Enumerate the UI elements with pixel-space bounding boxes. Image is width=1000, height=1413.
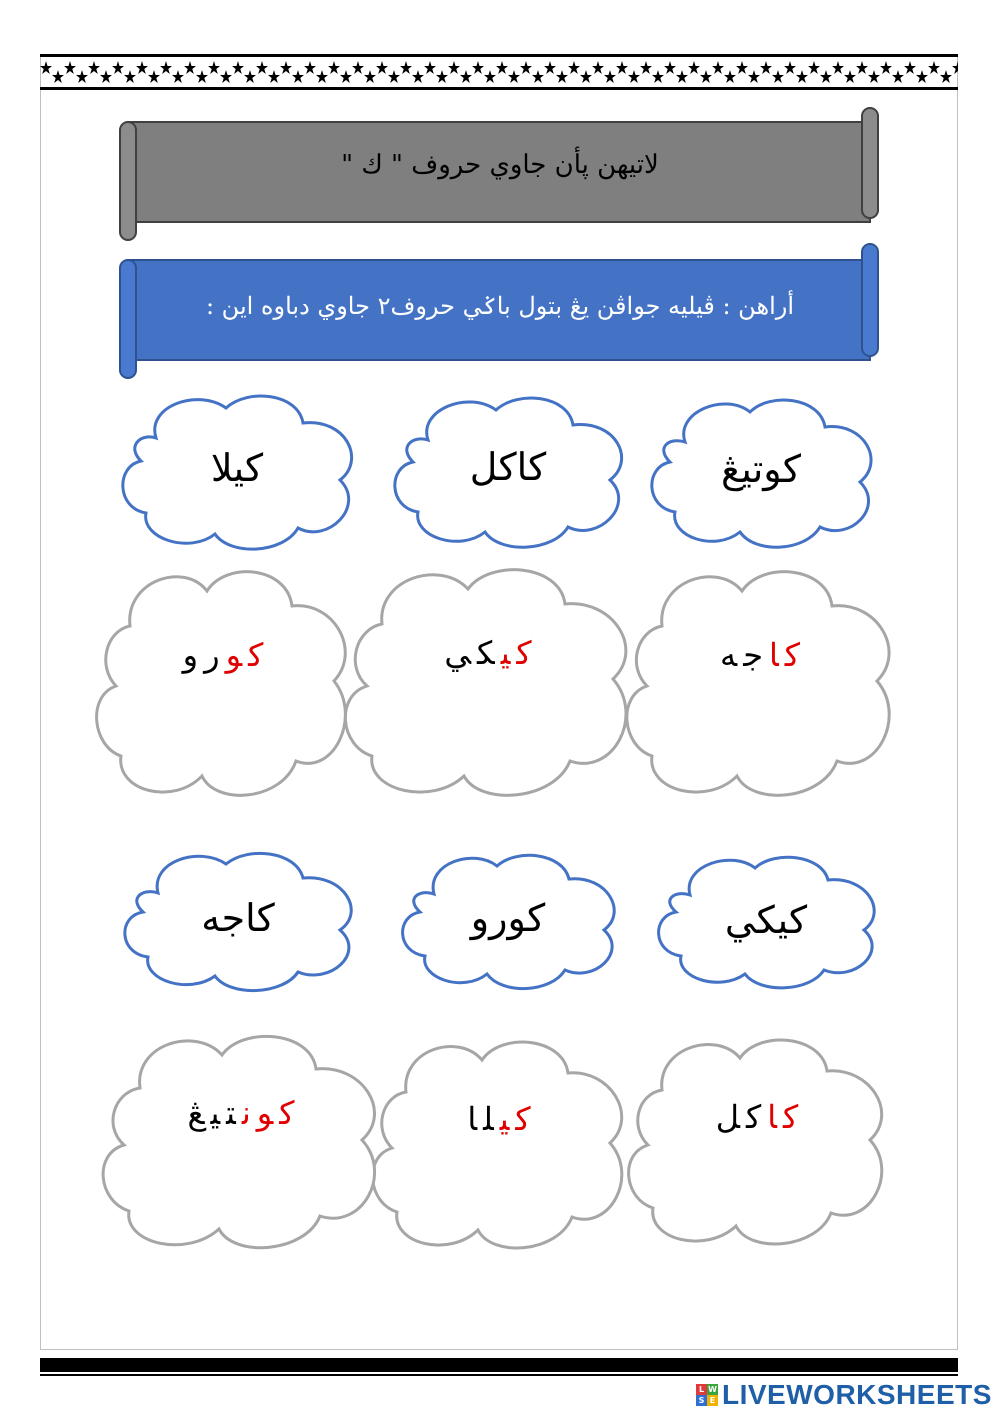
- letter-highlighted: ن: [241, 1094, 251, 1132]
- word-cloud[interactable]: [116, 388, 358, 556]
- letter: ه: [720, 636, 738, 674]
- letter-highlighted: ك: [279, 1094, 295, 1132]
- letters-group: [624, 1098, 890, 1136]
- word-label: كوتيڠ: [721, 447, 801, 491]
- letter-highlighted: ا: [768, 636, 779, 674]
- word-label: كاجه: [201, 896, 275, 940]
- letter: ك: [746, 1098, 762, 1136]
- bottom-border-thin: [40, 1374, 958, 1376]
- page-title: لاتيهن ڽأن جاوي حروف " ك ": [341, 150, 659, 180]
- letters-group: [368, 1100, 630, 1138]
- title-scroll: [118, 104, 882, 242]
- star-border: [40, 54, 958, 90]
- bottom-border: [40, 1358, 958, 1372]
- word-label: كيلا: [210, 446, 264, 490]
- letters-cloud[interactable]: [98, 1022, 384, 1258]
- letter-highlighted: ك: [248, 636, 264, 674]
- letter-highlighted: ك: [516, 634, 532, 672]
- letter-highlighted: و: [256, 1094, 274, 1132]
- letters-group: [622, 636, 898, 674]
- star-border-pattern: [40, 57, 958, 87]
- letter: ڠ: [187, 1094, 205, 1132]
- word-cloud[interactable]: [645, 392, 877, 552]
- letters-group: [92, 636, 354, 674]
- logo-badge-icon: L W S E: [696, 1384, 718, 1406]
- letter-highlighted: ي: [500, 634, 511, 672]
- letters-cloud[interactable]: [368, 1028, 630, 1258]
- letter-highlighted: ك: [782, 1098, 799, 1136]
- logo-text: LIVEWORKSHEETS: [722, 1379, 992, 1410]
- letters-group: [98, 1094, 384, 1132]
- word-label: كيكي: [724, 898, 808, 942]
- letter: ا: [467, 1100, 478, 1138]
- letter: ل: [715, 1098, 740, 1136]
- letter-highlighted: ك: [784, 636, 800, 674]
- word-label: كورو: [470, 896, 546, 940]
- letters-cloud[interactable]: [624, 1026, 890, 1254]
- letters-cloud[interactable]: [92, 556, 354, 806]
- letter-highlighted: ا: [767, 1098, 777, 1136]
- letter: ل: [483, 1100, 494, 1138]
- letter: ج: [743, 636, 763, 674]
- letters-cloud[interactable]: [622, 556, 898, 806]
- word-cloud[interactable]: [396, 848, 620, 992]
- letter: ي: [210, 1094, 221, 1132]
- letter: ي: [444, 634, 472, 672]
- letters-group: [340, 634, 636, 672]
- letter-highlighted: و: [225, 636, 243, 674]
- letter-highlighted: ك: [515, 1100, 531, 1138]
- liveworksheets-logo[interactable]: [696, 1380, 992, 1410]
- letter: و: [182, 636, 199, 674]
- word-cloud[interactable]: [388, 390, 628, 552]
- word-label: كاكل: [469, 445, 547, 489]
- letters-cloud[interactable]: [340, 554, 636, 806]
- instruction-text: أراهن : ڤيليه جواڤن يڠ بتول باݢي حروف٢ جاوي دباوه اين :: [205, 292, 795, 320]
- letter: ك: [477, 634, 495, 672]
- letter: ر: [204, 636, 220, 674]
- word-cloud[interactable]: [118, 846, 358, 994]
- letter-highlighted: ي: [499, 1100, 510, 1138]
- word-cloud[interactable]: [652, 850, 880, 990]
- letter: ت: [226, 1094, 236, 1132]
- instruction-scroll: [118, 242, 882, 380]
